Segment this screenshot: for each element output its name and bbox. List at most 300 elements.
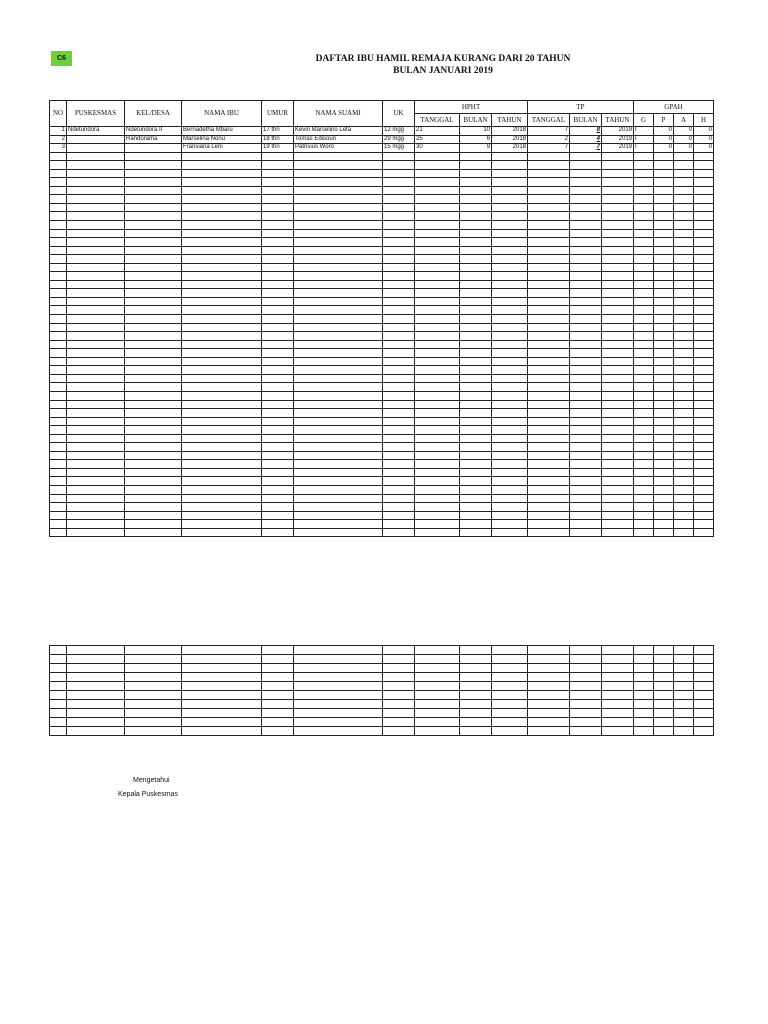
empty-cell — [694, 332, 714, 341]
empty-cell — [50, 272, 67, 281]
empty-cell — [528, 460, 570, 469]
empty-cell — [602, 443, 634, 452]
empty-cell — [602, 426, 634, 435]
empty-cell — [415, 357, 460, 366]
empty-cell — [674, 366, 694, 375]
empty-cell — [383, 178, 415, 187]
empty-cell — [294, 709, 383, 718]
empty-cell — [492, 280, 528, 289]
empty-cell — [182, 349, 262, 358]
empty-cell — [694, 289, 714, 298]
cell-umur: 17 thn — [262, 127, 294, 136]
empty-cell — [460, 391, 492, 400]
empty-cell — [602, 682, 634, 691]
empty-cell — [654, 409, 674, 418]
empty-cell — [694, 340, 714, 349]
empty-cell — [528, 357, 570, 366]
cell-g: I — [634, 135, 654, 144]
empty-cell — [67, 485, 125, 494]
cell-tp-tanggal: 7 — [528, 127, 570, 136]
empty-row — [50, 246, 714, 255]
table-row — [50, 135, 714, 144]
empty-cell — [262, 221, 294, 230]
empty-cell — [674, 391, 694, 400]
empty-cell — [294, 391, 383, 400]
empty-cell — [654, 374, 674, 383]
empty-cell — [694, 152, 714, 161]
empty-cell — [125, 203, 182, 212]
empty-cell — [570, 152, 602, 161]
empty-cell — [67, 426, 125, 435]
empty-cell — [383, 315, 415, 324]
empty-cell — [67, 238, 125, 247]
empty-cell — [492, 443, 528, 452]
empty-cell — [602, 263, 634, 272]
empty-cell — [492, 383, 528, 392]
empty-cell — [50, 383, 67, 392]
empty-cell — [460, 203, 492, 212]
empty-cell — [67, 528, 125, 537]
empty-cell — [654, 434, 674, 443]
empty-cell — [460, 221, 492, 230]
empty-cell — [262, 718, 294, 727]
empty-cell — [634, 297, 654, 306]
empty-cell — [634, 426, 654, 435]
empty-cell — [654, 280, 674, 289]
empty-cell — [262, 511, 294, 520]
empty-cell — [125, 306, 182, 315]
empty-cell — [492, 700, 528, 709]
empty-cell — [460, 646, 492, 655]
empty-cell — [492, 349, 528, 358]
empty-cell — [570, 297, 602, 306]
empty-row — [50, 391, 714, 400]
empty-cell — [383, 417, 415, 426]
empty-cell — [294, 340, 383, 349]
empty-cell — [634, 229, 654, 238]
empty-cell — [50, 443, 67, 452]
empty-cell — [50, 255, 67, 264]
empty-cell — [415, 315, 460, 324]
empty-cell — [694, 383, 714, 392]
empty-cell — [383, 409, 415, 418]
empty-cell — [570, 374, 602, 383]
empty-cell — [570, 161, 602, 170]
empty-cell — [528, 246, 570, 255]
empty-cell — [383, 374, 415, 383]
empty-cell — [182, 727, 262, 736]
empty-cell — [67, 349, 125, 358]
empty-cell — [182, 315, 262, 324]
empty-cell — [492, 664, 528, 673]
empty-cell — [674, 417, 694, 426]
empty-cell — [383, 434, 415, 443]
empty-cell — [602, 646, 634, 655]
empty-cell — [602, 664, 634, 673]
cell-a: 0 — [674, 127, 694, 136]
empty-cell — [602, 272, 634, 281]
empty-cell — [415, 161, 460, 170]
empty-cell — [602, 357, 634, 366]
empty-cell — [570, 460, 602, 469]
empty-cell — [182, 152, 262, 161]
empty-cell — [674, 280, 694, 289]
empty-cell — [674, 468, 694, 477]
empty-cell — [262, 664, 294, 673]
empty-cell — [674, 477, 694, 486]
empty-cell — [294, 655, 383, 664]
empty-cell — [294, 682, 383, 691]
empty-cell — [125, 709, 182, 718]
empty-cell — [182, 221, 262, 230]
empty-cell — [262, 332, 294, 341]
empty-cell — [67, 718, 125, 727]
empty-cell — [602, 383, 634, 392]
empty-row — [50, 511, 714, 520]
empty-cell — [602, 315, 634, 324]
empty-cell — [182, 323, 262, 332]
empty-cell — [634, 528, 654, 537]
empty-cell — [262, 417, 294, 426]
empty-cell — [492, 272, 528, 281]
empty-cell — [674, 503, 694, 512]
empty-cell — [50, 691, 67, 700]
empty-row — [50, 383, 714, 392]
empty-cell — [674, 451, 694, 460]
empty-cell — [294, 323, 383, 332]
header-a: A — [674, 114, 694, 127]
empty-cell — [415, 409, 460, 418]
empty-cell — [415, 323, 460, 332]
empty-cell — [654, 477, 674, 486]
empty-cell — [602, 178, 634, 187]
empty-cell — [294, 195, 383, 204]
empty-cell — [492, 655, 528, 664]
empty-row — [50, 306, 714, 315]
empty-cell — [460, 485, 492, 494]
empty-cell — [654, 503, 674, 512]
empty-cell — [674, 297, 694, 306]
empty-cell — [654, 161, 674, 170]
empty-cell — [383, 246, 415, 255]
empty-cell — [67, 664, 125, 673]
empty-cell — [67, 212, 125, 221]
empty-cell — [694, 297, 714, 306]
empty-cell — [182, 178, 262, 187]
cell-nama-ibu: Marselina Nonu — [182, 135, 262, 144]
empty-cell — [415, 528, 460, 537]
empty-cell — [460, 511, 492, 520]
empty-cell — [125, 195, 182, 204]
empty-cell — [383, 477, 415, 486]
empty-cell — [634, 709, 654, 718]
empty-cell — [492, 246, 528, 255]
empty-cell — [415, 391, 460, 400]
empty-cell — [634, 646, 654, 655]
empty-cell — [694, 443, 714, 452]
empty-cell — [415, 221, 460, 230]
empty-cell — [492, 409, 528, 418]
empty-cell — [460, 263, 492, 272]
empty-cell — [634, 434, 654, 443]
empty-cell — [415, 255, 460, 264]
empty-cell — [694, 655, 714, 664]
empty-cell — [67, 297, 125, 306]
empty-cell — [460, 691, 492, 700]
empty-cell — [262, 383, 294, 392]
empty-cell — [602, 460, 634, 469]
empty-cell — [67, 255, 125, 264]
empty-cell — [492, 503, 528, 512]
cell-g: I — [634, 127, 654, 136]
empty-cell — [294, 383, 383, 392]
empty-cell — [570, 520, 602, 529]
empty-cell — [570, 178, 602, 187]
empty-cell — [694, 691, 714, 700]
empty-cell — [294, 169, 383, 178]
empty-cell — [294, 451, 383, 460]
empty-cell — [182, 383, 262, 392]
empty-cell — [182, 340, 262, 349]
empty-row — [50, 255, 714, 264]
empty-cell — [492, 673, 528, 682]
empty-cell — [602, 718, 634, 727]
empty-row — [50, 229, 714, 238]
empty-cell — [570, 664, 602, 673]
empty-cell — [125, 494, 182, 503]
empty-cell — [50, 451, 67, 460]
empty-cell — [634, 511, 654, 520]
empty-cell — [602, 727, 634, 736]
cell-nama-ibu: Bernadetha Mbaru — [182, 127, 262, 136]
empty-cell — [492, 255, 528, 264]
empty-cell — [182, 400, 262, 409]
empty-cell — [602, 494, 634, 503]
empty-cell — [528, 664, 570, 673]
empty-cell — [602, 391, 634, 400]
header-no: NO — [50, 101, 67, 127]
empty-cell — [383, 289, 415, 298]
empty-cell — [570, 280, 602, 289]
empty-cell — [654, 178, 674, 187]
empty-cell — [383, 494, 415, 503]
empty-cell — [694, 468, 714, 477]
empty-cell — [654, 306, 674, 315]
empty-cell — [654, 646, 674, 655]
empty-cell — [570, 400, 602, 409]
empty-cell — [694, 391, 714, 400]
empty-cell — [383, 460, 415, 469]
empty-row — [50, 485, 714, 494]
empty-cell — [492, 306, 528, 315]
empty-cell — [262, 212, 294, 221]
empty-cell — [460, 477, 492, 486]
empty-cell — [634, 272, 654, 281]
empty-cell — [570, 691, 602, 700]
empty-cell — [50, 297, 67, 306]
empty-cell — [182, 468, 262, 477]
empty-cell — [694, 161, 714, 170]
empty-cell — [602, 709, 634, 718]
empty-cell — [67, 646, 125, 655]
empty-cell — [570, 494, 602, 503]
empty-cell — [50, 246, 67, 255]
empty-cell — [262, 289, 294, 298]
cell-tp-bulan: 8 — [570, 127, 602, 136]
empty-cell — [528, 297, 570, 306]
empty-cell — [415, 178, 460, 187]
empty-cell — [570, 212, 602, 221]
empty-cell — [262, 409, 294, 418]
empty-cell — [634, 383, 654, 392]
empty-row — [50, 332, 714, 341]
cell-hpht-tahun: 2018 — [492, 135, 528, 144]
empty-cell — [294, 443, 383, 452]
empty-cell — [50, 511, 67, 520]
empty-cell — [294, 646, 383, 655]
empty-cell — [492, 494, 528, 503]
cell-hpht-tanggal: 21 — [415, 127, 460, 136]
empty-cell — [125, 528, 182, 537]
empty-cell — [415, 340, 460, 349]
empty-cell — [294, 221, 383, 230]
empty-cell — [125, 468, 182, 477]
empty-cell — [415, 280, 460, 289]
empty-cell — [492, 229, 528, 238]
empty-cell — [460, 709, 492, 718]
empty-cell — [383, 203, 415, 212]
empty-cell — [294, 212, 383, 221]
empty-cell — [694, 349, 714, 358]
empty-cell — [262, 349, 294, 358]
empty-cell — [634, 468, 654, 477]
empty-cell — [50, 315, 67, 324]
empty-cell — [674, 203, 694, 212]
empty-cell — [654, 494, 674, 503]
empty-cell — [570, 349, 602, 358]
cell-hpht-bulan: 6 — [460, 135, 492, 144]
empty-cell — [262, 451, 294, 460]
empty-cell — [528, 315, 570, 324]
empty-cell — [674, 460, 694, 469]
cell-h: 0 — [694, 127, 714, 136]
empty-cell — [492, 221, 528, 230]
empty-cell — [492, 468, 528, 477]
empty-cell — [125, 655, 182, 664]
empty-row — [50, 655, 714, 664]
empty-cell — [67, 700, 125, 709]
empty-cell — [294, 374, 383, 383]
empty-cell — [528, 272, 570, 281]
empty-cell — [415, 477, 460, 486]
empty-cell — [602, 451, 634, 460]
empty-cell — [634, 691, 654, 700]
empty-cell — [67, 306, 125, 315]
empty-cell — [125, 238, 182, 247]
empty-cell — [634, 443, 654, 452]
empty-cell — [694, 528, 714, 537]
cell-puskesmas: Ndetundora — [67, 127, 125, 136]
empty-cell — [654, 366, 674, 375]
cell-a: 0 — [674, 135, 694, 144]
empty-cell — [634, 409, 654, 418]
empty-cell — [570, 306, 602, 315]
empty-cell — [67, 289, 125, 298]
empty-cell — [654, 664, 674, 673]
empty-cell — [294, 511, 383, 520]
empty-cell — [294, 306, 383, 315]
empty-row — [50, 468, 714, 477]
empty-cell — [460, 468, 492, 477]
empty-cell — [634, 718, 654, 727]
empty-cell — [602, 673, 634, 682]
empty-cell — [674, 485, 694, 494]
empty-cell — [262, 503, 294, 512]
empty-cell — [492, 323, 528, 332]
empty-cell — [634, 221, 654, 230]
header-p: P — [654, 114, 674, 127]
empty-cell — [654, 169, 674, 178]
empty-cell — [492, 195, 528, 204]
empty-cell — [570, 289, 602, 298]
cell-hpht-tahun: 2018 — [492, 127, 528, 136]
empty-cell — [67, 152, 125, 161]
empty-cell — [492, 169, 528, 178]
empty-cell — [694, 727, 714, 736]
empty-cell — [694, 682, 714, 691]
empty-cell — [50, 400, 67, 409]
empty-cell — [634, 152, 654, 161]
empty-cell — [634, 263, 654, 272]
empty-cell — [528, 451, 570, 460]
empty-cell — [182, 511, 262, 520]
empty-cell — [654, 340, 674, 349]
empty-cell — [415, 152, 460, 161]
empty-cell — [125, 383, 182, 392]
empty-cell — [125, 349, 182, 358]
empty-cell — [294, 297, 383, 306]
empty-cell — [67, 409, 125, 418]
empty-cell — [528, 263, 570, 272]
empty-cell — [674, 315, 694, 324]
empty-row — [50, 186, 714, 195]
empty-row — [50, 297, 714, 306]
empty-cell — [460, 161, 492, 170]
empty-cell — [602, 195, 634, 204]
empty-cell — [570, 383, 602, 392]
empty-cell — [415, 700, 460, 709]
empty-cell — [125, 297, 182, 306]
empty-cell — [294, 161, 383, 170]
empty-cell — [654, 709, 674, 718]
empty-cell — [294, 520, 383, 529]
cell-tp-bulan: 4 — [570, 135, 602, 144]
empty-cell — [674, 383, 694, 392]
empty-cell — [67, 315, 125, 324]
empty-cell — [182, 426, 262, 435]
empty-cell — [694, 409, 714, 418]
empty-cell — [460, 306, 492, 315]
empty-cell — [634, 255, 654, 264]
empty-cell — [125, 727, 182, 736]
empty-cell — [634, 727, 654, 736]
empty-cell — [460, 718, 492, 727]
empty-cell — [415, 229, 460, 238]
empty-cell — [67, 727, 125, 736]
empty-cell — [383, 349, 415, 358]
cell-nama-suami: Kevin Marselino Leta — [294, 127, 383, 136]
empty-cell — [262, 315, 294, 324]
